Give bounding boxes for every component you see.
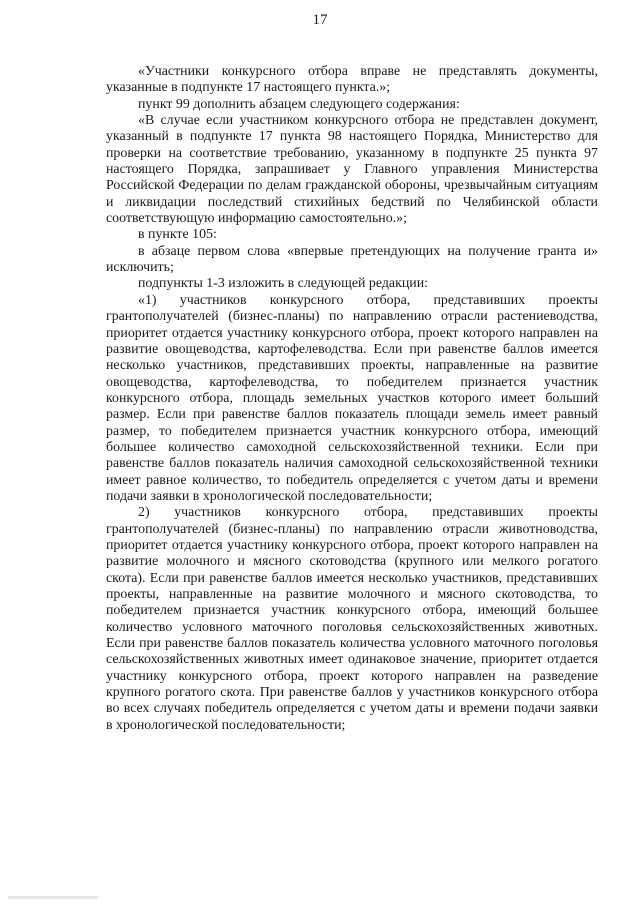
paragraph: 2) участников конкурсного отбора, представивших проекты грантополучателей (бизнес-планы) по направлению отрасли животноводства, приоритет отдается участнику конкурсного отбора, проект которого направлен на развитие молочного и мясного скотоводства (крупного или мелкого рогатого скота). Если при равенстве баллов имеется несколько участников, представивших проекты, направленные на развитие молочного и мясного скотоводства, то победителем признается участник конкурсного отбора, имеющий большее количество условного маточного поголовья сельскохозяйственных животных. Если при равенстве баллов показатель количества условного маточного поголовья сельскохозяйственных животных имеет одинаковое значение, приоритет отдается участнику конкурсного отбора, проект которого направлен на разведение крупного рогатого скота. При равенстве баллов у участников конкурсного отбора во всех случаях победитель определяется с учетом даты и времени подачи заявки в хронологической последовательности; (106, 505, 598, 733)
scan-artifact (8, 896, 98, 899)
paragraph: «1) участников конкурсного отбора, представивших проекты грантополучателей (бизнес-планы) по направлению отрасли растениеводства, приоритет отдается участнику конкурсного отбора, проект которого направлен на развитие овощеводства, картофелеводства. Если при равенстве баллов имеется несколько участников, представивших проекты, направленные на развитие овощеводства, картофелеводства, то победителем признается участник конкурсного отбора, площадь земельных участков которого имеет больший размер. Если при равенстве баллов показатель площади земель имеет равный размер, то победителем признается участник конкурсного отбора, имеющий большее количество самоходной сельскохозяйственной техники. Если при равенстве баллов показатель наличия самоходной сельскохозяйственной техники имеет равное количество, то победитель определяется с учетом даты и времени подачи заявки в хронологической последовательности; (106, 292, 598, 504)
paragraph: «Участники конкурсного отбора вправе не представлять документы, указанные в подпункте 17 настоящего пункта.»; (106, 64, 598, 96)
page-number: 17 (312, 12, 328, 28)
document-body (106, 64, 598, 734)
paragraph: «В случае если участником конкурсного отбора не представлен документ, указанный в подпункте 17 пункта 98 настоящего Порядка, Министерство для проверки на соответствие требованию, указанному в подпункте 25 пункта 97 настоящего Порядка, запрашивает у Главного управления Министерства Российской Федерации по делам гражданской обороны, чрезвычайным ситуациям и ликвидации последствий стихийных бедствий по Челябинской области соответствующую информацию самостоятельно.»; (106, 113, 598, 227)
paragraph: пункт 99 дополнить абзацем следующего содержания: (138, 96, 460, 112)
paragraph: в абзаце первом слова «впервые претендующих на получение гранта и» исключить; (106, 243, 598, 276)
paragraph: подпункты 1-3 изложить в следующей редакции: (138, 276, 428, 292)
paragraph: в пункте 105: (138, 227, 217, 243)
